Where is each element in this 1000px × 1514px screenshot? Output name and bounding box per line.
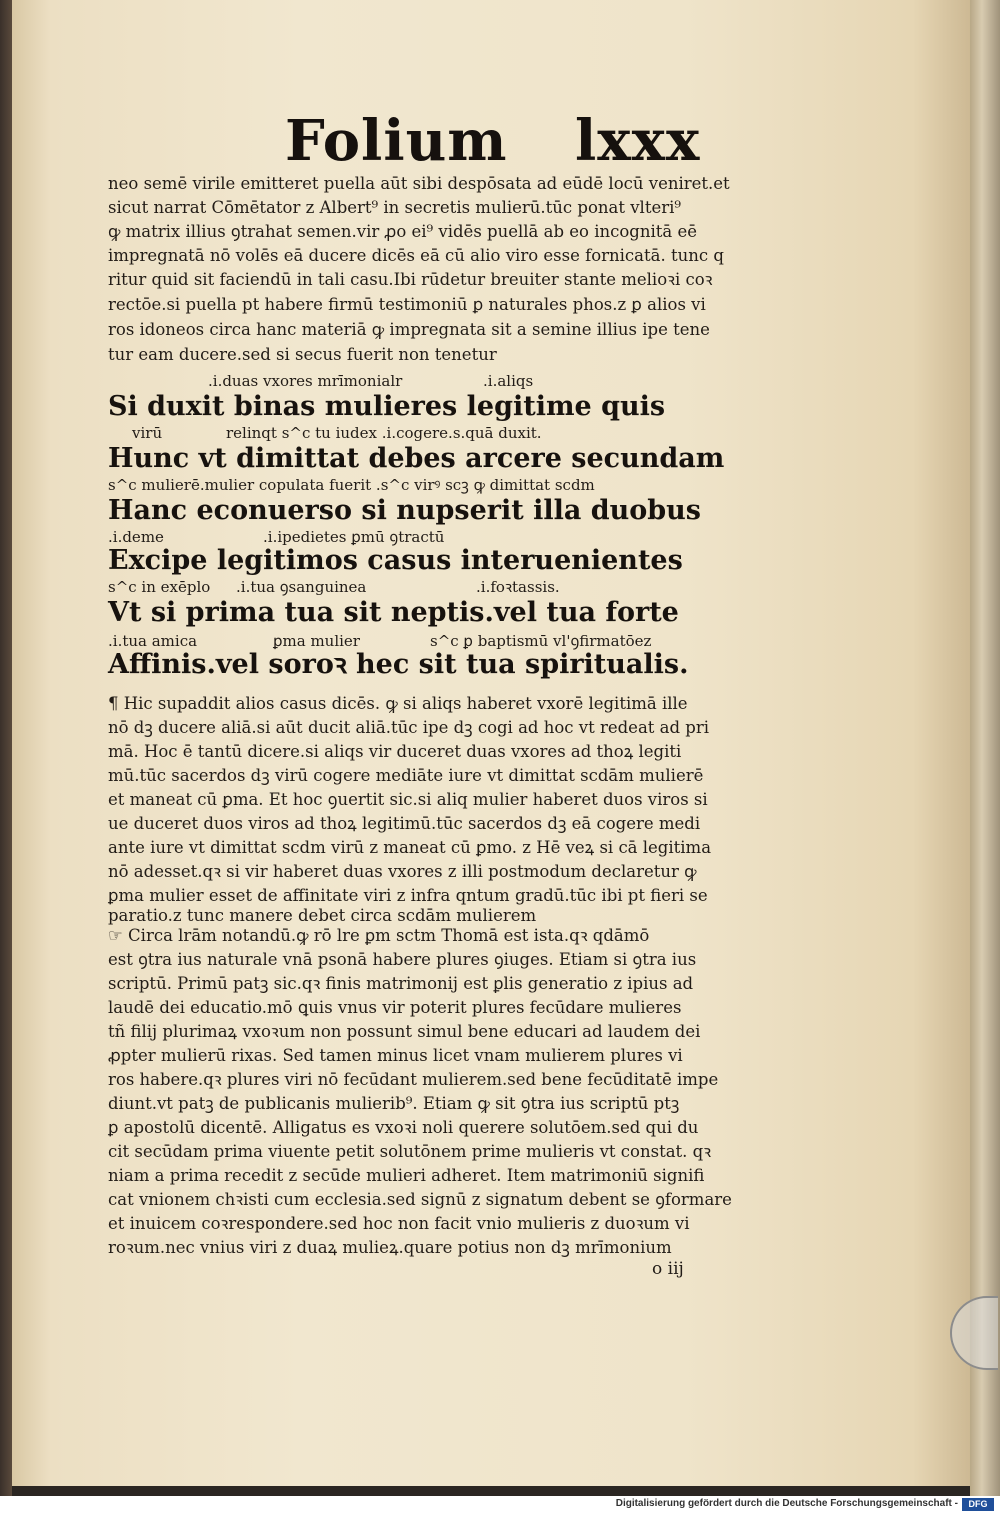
commentary-line: ros habere.qꝛ plures viri nō fecūdant mulierem.sed bene fecūditatē impe [108, 1070, 719, 1089]
commentary-line: laudē dei educatio.mō ꝗuis vnus vir poterit plures fecūdare mulieres [108, 998, 682, 1017]
commentary-line: mū.tūc sacerdos dꝫ virū cogere mediāte iure vt dimittat scdām mulierē [108, 766, 704, 785]
commentary-line: niam a prima recedit z secūde mulieri adheret. Item matrimoniū signifi [108, 1166, 705, 1185]
prose-line: rectōe.si puella pt habere firmū testimoniū ꝑ naturales phos.z ꝑ alios vi [108, 295, 706, 314]
commentary-line: cit secūdam prima viuente petit solutōnem prime mulieris vt constat. qꝛ [108, 1142, 712, 1161]
verse-line: Affinis.vel soroꝛ hec sit tua spiritualis. [108, 649, 689, 680]
left-binding-edge [0, 0, 12, 1496]
prose-line: sicut narrat Cōmētator z Albert⁹ in secretis mulierū.tūc ponat vlteri⁹ [108, 198, 682, 217]
commentary-line: diunt.vt patꝫ de publicanis mulierib⁹. Etiam ꝙ sit ꝯtra ius scriptū ptꝫ [108, 1094, 680, 1113]
prose-line: neo semē virile emitteret puella aūt sibi despōsata ad eūdē locū veniret.et [108, 174, 730, 193]
folio-number: lxxx [575, 108, 701, 174]
commentary-line: roꝛum.nec vnius viri z duaꝝ mulieꝝ.quare potius non dꝫ mrīmonium [108, 1238, 672, 1257]
verse-gloss: s^c ꝑ baptismū vl'ꝯfirmatōez [430, 632, 652, 650]
commentary-line: tñ filij plurimaꝝ vxoꝛum non possunt simul bene educari ad laudem dei [108, 1022, 701, 1041]
verse-gloss: s^c in exēplo [108, 578, 211, 596]
commentary-line: ¶ Hic supaddit alios casus dicēs. ꝙ si aliqs haberet vxorē legitimā ille [108, 694, 688, 713]
verse-gloss: .i.tua ꝯsanguinea [236, 578, 367, 596]
commentary-line: ue duceret duos viros ad thoꝝ legitimū.tūc sacerdos dꝫ eā cogere medi [108, 814, 701, 833]
prose-line: impregnatā nō volēs eā ducere dicēs eā cū alio viro esse fornicatā. tunc q [108, 246, 724, 265]
commentary-line: paratio.z tunc manere debet circa scdām mulierem [108, 906, 537, 925]
commentary-line: scriptū. Primū patꝫ sic.qꝛ finis matrimonij est ꝑlis generatio z ipius ad [108, 974, 694, 993]
footer-bar [0, 1496, 1000, 1514]
commentary-line: nō dꝫ ducere aliā.si aūt ducit aliā.tūc ipe dꝫ cogi ad hoc vt redeat ad pri [108, 718, 710, 737]
commentary-line: est ꝯtra ius naturale vnā psonā habere plures ꝯiuges. Etiam si ꝯtra ius [108, 950, 697, 969]
commentary-line: mā. Hoc ē tantū dicere.si aliqs vir duceret duas vxores ad thoꝝ legiti [108, 742, 682, 761]
verse-line: Hunc vt dimittat debes arcere secundam [108, 443, 725, 474]
commentary-line: et inuicem coꝛrespondere.sed hoc non facit vnio mulieris z duoꝛum vi [108, 1214, 690, 1233]
commentary-line: ꝑma mulier esset de affinitate viri z infra qntum gradū.tūc ibi pt fieri se [108, 886, 708, 905]
page-stack-edge [970, 0, 1000, 1496]
commentary-line: nō adesset.qꝛ si vir haberet duas vxores z illi postmodum declaretur ꝙ [108, 862, 697, 881]
folio-heading-word: Folium [285, 108, 508, 174]
prose-line: ros idoneos circa hanc materiā ꝙ impregnata sit a semine illius ipe tene [108, 320, 710, 339]
prose-line: ꝙ matrix illius ꝯtrahat semen.vir ꝓo ei⁹ vidēs puellā ab eo incognitā eē [108, 222, 698, 241]
verse-gloss: .i.ipedietes ꝑmū ꝯtractū [263, 528, 445, 546]
commentary-line: ꝑ apostolū dicentē. Alligatus es vxoꝛi noli querere solutōem.sed qui du [108, 1118, 699, 1137]
verse-line: Vt si prima tua sit neptis.vel tua forte [108, 597, 679, 628]
folio-heading [285, 108, 701, 178]
verse-line: Si duxit binas mulieres legitime quis [108, 391, 666, 422]
commentary-line: ante iure vt dimittat scdm virū z maneat cū ꝑmo. z Hē veꝝ si cā legitima [108, 838, 712, 857]
funding-credit: Digitalisierung gefördert durch die Deutsche Forschungsgemeinschaft - [615, 1498, 958, 1509]
verse-gloss: .i.deme [108, 528, 164, 546]
verse-line: Hanc econuerso si nupserit illa duobus [108, 495, 701, 526]
commentary-line: ꝓpter mulierū rixas. Sed tamen minus licet vnam mulierem plures vi [108, 1046, 683, 1065]
verse-gloss: ꝑma mulier [273, 632, 360, 650]
signature-mark: o iij [652, 1259, 684, 1279]
verse-gloss: s^c mulierē.mulier copulata fuerit .s^c virꝰ scꝫ ꝙ dimittat scdm [108, 476, 595, 494]
prose-line: tur eam ducere.sed si secus fuerit non tenetur [108, 345, 497, 364]
verse-gloss: virū [132, 424, 163, 442]
verse-gloss: .i.tua amica [108, 632, 198, 650]
verse-gloss: .i.aliqs [483, 372, 534, 390]
commentary-line: et maneat cū ꝑma. Et hoc ꝯuertit sic.si aliq mulier haberet duos viros si [108, 790, 708, 809]
prose-line: ritur quid sit faciendū in tali casu.Ibi rūdetur breuiter stante melioꝛi coꝛ [108, 270, 713, 289]
verse-gloss: relinqt s^c tu iudex .i.cogere.s.quā duxit. [226, 424, 542, 442]
verse-line: Excipe legitimos casus interuenientes [108, 545, 683, 576]
commentary-line: cat vnionem chꝛisti cum ecclesia.sed signū z signatum debent se ꝯformare [108, 1190, 732, 1209]
commentary-line: ☞ Circa lrām notandū.ꝙ rō lre ꝑm sctm Thomā est ista.qꝛ qdāmō [108, 926, 650, 945]
dfg-logo: DFG [962, 1498, 994, 1511]
verse-gloss: .i.foꝛtassis. [476, 578, 560, 596]
verse-gloss: .i.duas vxores mrīmonialr [208, 372, 403, 390]
